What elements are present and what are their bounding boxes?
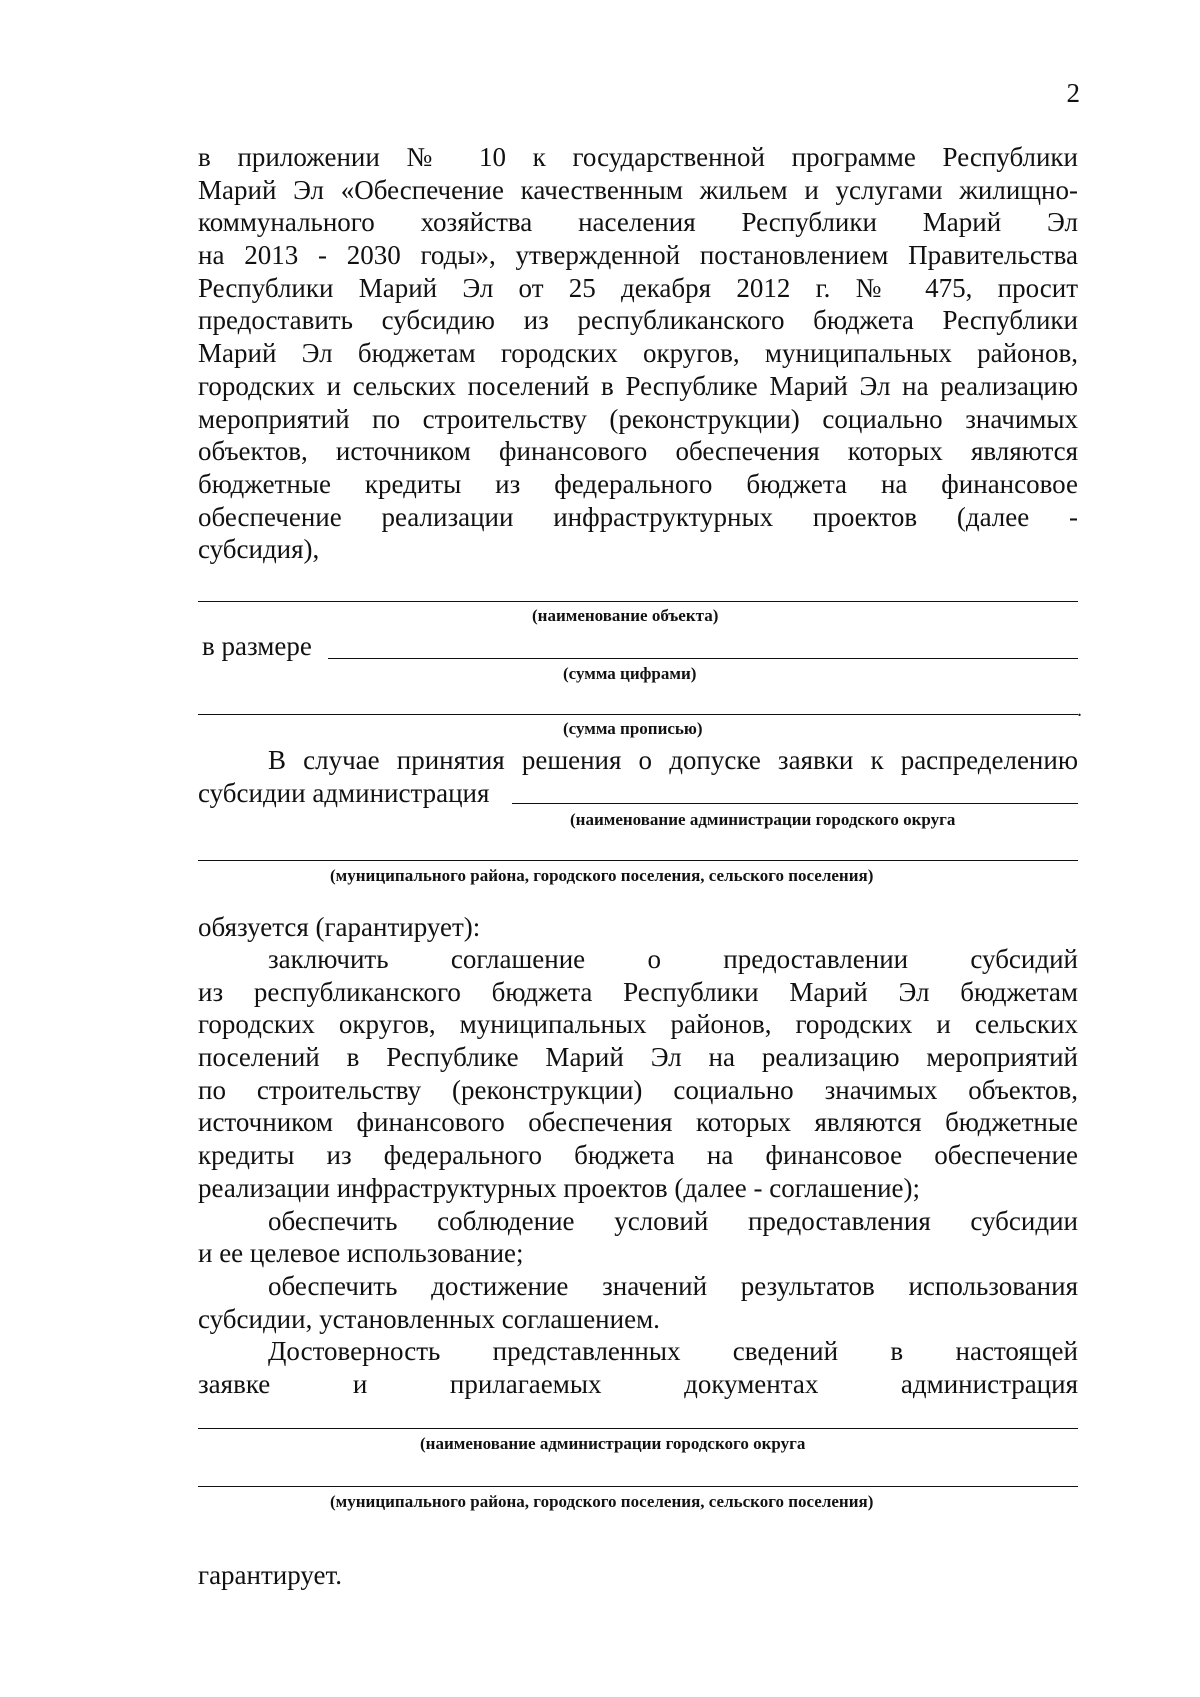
municipality-field[interactable] <box>198 860 1078 861</box>
text-line: субсидии, установленных соглашением. <box>198 1303 660 1334</box>
text-line: городских округов, муниципальных районов, городских и сельских <box>198 1009 1078 1040</box>
text-line: обеспечить соблюдение условий предоставления субсидии <box>268 1205 1078 1236</box>
obligations-paragraph <box>198 943 1078 1401</box>
text-line: заявке и прилагаемых документах администрация <box>198 1368 1078 1399</box>
admin-name-caption-2: (наименование администрации городского округа <box>420 1434 806 1453</box>
closing-text: гарантирует. <box>198 1560 343 1590</box>
text-line: Республики Марий Эл от 25 декабря 2012 г. № 475, просит <box>198 272 1078 303</box>
text-line: по строительству (реконструкции) социально значимых объектов, <box>198 1074 1078 1105</box>
text-line: субсидии администрация <box>198 777 490 808</box>
amount-label: в размере <box>202 631 312 661</box>
administration-name-field[interactable] <box>512 803 1078 804</box>
municipality-field-2[interactable] <box>198 1486 1078 1487</box>
administration-name-field-2[interactable] <box>198 1428 1078 1429</box>
sum-digits-caption: (сумма цифрами) <box>563 664 697 683</box>
object-name-caption: (наименование объекта) <box>532 606 719 625</box>
text-line: обеспечение реализации инфраструктурных проектов (далее - <box>198 501 1078 532</box>
period-mark: . <box>1077 699 1082 721</box>
text-line: кредиты из федерального бюджета на финансовое обеспечение <box>198 1140 1078 1171</box>
text-line: предоставить субсидию из республиканского бюджета Республики <box>198 305 1078 336</box>
admin-name-caption: (наименование администрации городского округа <box>570 810 956 829</box>
obligations-intro: обязуется (гарантирует): <box>198 912 481 942</box>
text-line: Марий Эл бюджетам городских округов, муниципальных районов, <box>198 338 1078 369</box>
page-number: 2 <box>1066 78 1080 108</box>
text-line: реализации инфраструктурных проектов (далее - соглашение); <box>198 1172 921 1203</box>
text-line: заключить соглашение о предоставлении субсидий <box>268 944 1078 974</box>
text-line: из республиканского бюджета Республики Марий Эл бюджетам <box>198 976 1078 1007</box>
text-line: обеспечить достижение значений результатов использования <box>268 1270 1078 1301</box>
text-line: городских и сельских поселений в Республике Марий Эл на реализацию <box>198 370 1078 401</box>
sum-words-caption: (сумма прописью) <box>563 719 703 738</box>
text-line: Достоверность представленных сведений в настоящей <box>268 1336 1078 1367</box>
object-name-field[interactable] <box>198 601 1078 602</box>
decision-paragraph <box>198 744 1078 809</box>
text-line: коммунального хозяйства населения Республики Марий Эл <box>198 207 1078 238</box>
text-line: мероприятий по строительству (реконструкции) социально значимых <box>198 403 1078 434</box>
text-line: Марий Эл «Обеспечение качественным жильем и услугами жилищно- <box>198 174 1078 205</box>
text-line: субсидия), <box>198 534 320 565</box>
text-line: поселений в Республике Марий Эл на реализацию мероприятий <box>198 1042 1078 1073</box>
text-line: объектов, источником финансового обеспечения которых являются <box>198 436 1078 467</box>
municipal-caption-2: (муниципального района, городского поселения, сельского поселения) <box>330 1492 874 1511</box>
text-line: и ее целевое использование; <box>198 1238 524 1269</box>
text-line: бюджетные кредиты из федерального бюджета на финансовое <box>198 468 1078 499</box>
amount-digits-field[interactable] <box>328 658 1078 659</box>
text-line: В случае принятия решения о допуске заявки к распределению <box>268 745 1078 775</box>
request-paragraph <box>198 141 1078 566</box>
amount-words-field[interactable] <box>198 714 1078 715</box>
text-line: в приложении № 10 к государственной программе Республики <box>198 142 1078 172</box>
text-line: на 2013 - 2030 годы», утвержденной постановлением Правительства <box>198 240 1078 271</box>
municipal-caption: (муниципального района, городского поселения, сельского поселения) <box>330 866 874 885</box>
text-line: источником финансового обеспечения которых являются бюджетные <box>198 1107 1078 1138</box>
